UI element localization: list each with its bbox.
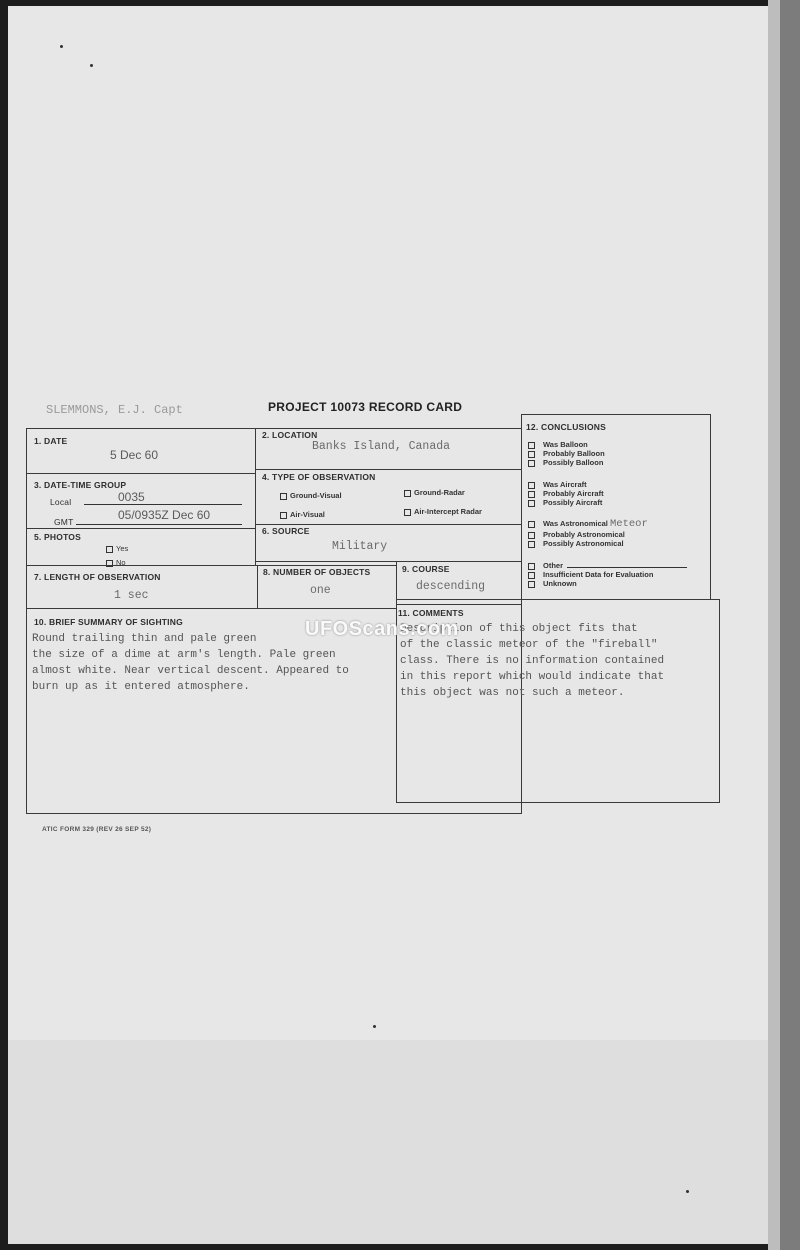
dtg-local-line xyxy=(84,504,242,505)
checkbox-air-visual: Air-Visual xyxy=(280,510,325,519)
summary-line: almost white. Near vertical descent. Appeared to xyxy=(32,665,349,677)
conclusions-group-astronomical xyxy=(528,518,648,548)
number-objects-label: 8. NUMBER OF OBJECTS xyxy=(263,567,371,577)
number-objects-value: one xyxy=(310,584,331,597)
comments-line: Description of this object fits that xyxy=(400,623,638,635)
checkbox-other: Other xyxy=(528,561,687,570)
summary-line: burn up as it entered atmosphere. xyxy=(32,681,250,693)
source-value: Military xyxy=(332,540,388,553)
length-value: 1 sec xyxy=(114,589,149,602)
page-shade xyxy=(8,1040,768,1244)
dust-speck xyxy=(686,1190,689,1193)
dtg-gmt-value: 05/0935Z Dec 60 xyxy=(118,508,211,522)
checkbox-was-balloon: Was Balloon xyxy=(528,440,605,449)
checkbox-air-intercept-radar: Air-Intercept Radar xyxy=(404,507,482,516)
checkbox-probably-aircraft: Probably Aircraft xyxy=(528,489,604,498)
checkbox-ground-radar: Ground-Radar xyxy=(404,488,465,497)
conclusions-group-balloon xyxy=(528,440,605,467)
conclusions-group-other xyxy=(528,561,687,588)
comments-line: of the classic meteor of the "fireball" xyxy=(400,639,658,651)
comments-line: class. There is no information contained xyxy=(400,655,665,667)
date-label: 1. DATE xyxy=(34,436,68,446)
summary-line: the size of a dime at arm's length. Pale green xyxy=(32,649,336,661)
checkbox-ground-visual: Ground-Visual xyxy=(280,491,342,500)
conclusions-group-aircraft xyxy=(528,480,604,507)
checkbox-photos-yes: Yes xyxy=(106,544,128,553)
form-number: ATIC FORM 329 (REV 26 SEP 52) xyxy=(42,826,152,833)
source-label: 6. SOURCE xyxy=(262,526,310,536)
course-value: descending xyxy=(416,580,486,593)
summary-text xyxy=(32,631,349,695)
page-edge-shadow xyxy=(780,0,800,1250)
dtg-local-value: 0035 xyxy=(118,490,145,504)
date-value: 5 Dec 60 xyxy=(110,448,159,462)
type-observation-label: 4. TYPE OF OBSERVATION xyxy=(262,472,376,482)
checkbox-was-astronomical: Was Astronomical Meteor xyxy=(528,518,648,530)
conclusions-label: 12. CONCLUSIONS xyxy=(526,422,606,432)
length-label: 7. LENGTH OF OBSERVATION xyxy=(34,572,161,582)
checkbox-probably-balloon: Probably Balloon xyxy=(528,449,605,458)
checkbox-photos-no: No xyxy=(106,558,126,567)
record-card-title: PROJECT 10073 RECORD CARD xyxy=(268,400,463,414)
summary-label: 10. BRIEF SUMMARY OF SIGHTING xyxy=(34,617,183,627)
checkbox-probably-astronomical: Probably Astronomical xyxy=(528,530,648,539)
dust-speck xyxy=(60,45,63,48)
record-card xyxy=(26,414,720,814)
checkbox-possibly-aircraft: Possibly Aircraft xyxy=(528,498,604,507)
dtg-label: 3. DATE-TIME GROUP xyxy=(34,480,127,490)
location-value: Banks Island, Canada xyxy=(312,440,451,453)
witness-name: SLEMMONS, E.J. Capt xyxy=(46,403,183,417)
checkbox-was-aircraft: Was Aircraft xyxy=(528,480,604,489)
dtg-gmt-label: GMT xyxy=(54,517,74,527)
dtg-local-label: Local xyxy=(50,497,72,507)
comments-label: 11. COMMENTS xyxy=(398,608,464,618)
dust-speck xyxy=(373,1025,376,1028)
location-label: 2. LOCATION xyxy=(262,430,318,440)
checkbox-unknown: Unknown xyxy=(528,579,687,588)
summary-line: Round trailing thin and pale green xyxy=(32,633,257,645)
course-label: 9. COURSE xyxy=(402,564,450,574)
astronomical-note: Meteor xyxy=(609,518,648,530)
comments-line: in this report which would indicate that xyxy=(400,671,665,683)
dust-speck xyxy=(90,64,93,67)
watermark: UFOScans.com xyxy=(305,618,459,640)
photos-label: 5. PHOTOS xyxy=(34,532,81,542)
checkbox-insufficient-data: Insufficient Data for Evaluation xyxy=(528,570,687,579)
dtg-gmt-line xyxy=(76,524,242,525)
comments-line: this object was not such a meteor. xyxy=(400,687,625,699)
checkbox-possibly-balloon: Possibly Balloon xyxy=(528,458,605,467)
checkbox-possibly-astronomical: Possibly Astronomical xyxy=(528,539,648,548)
